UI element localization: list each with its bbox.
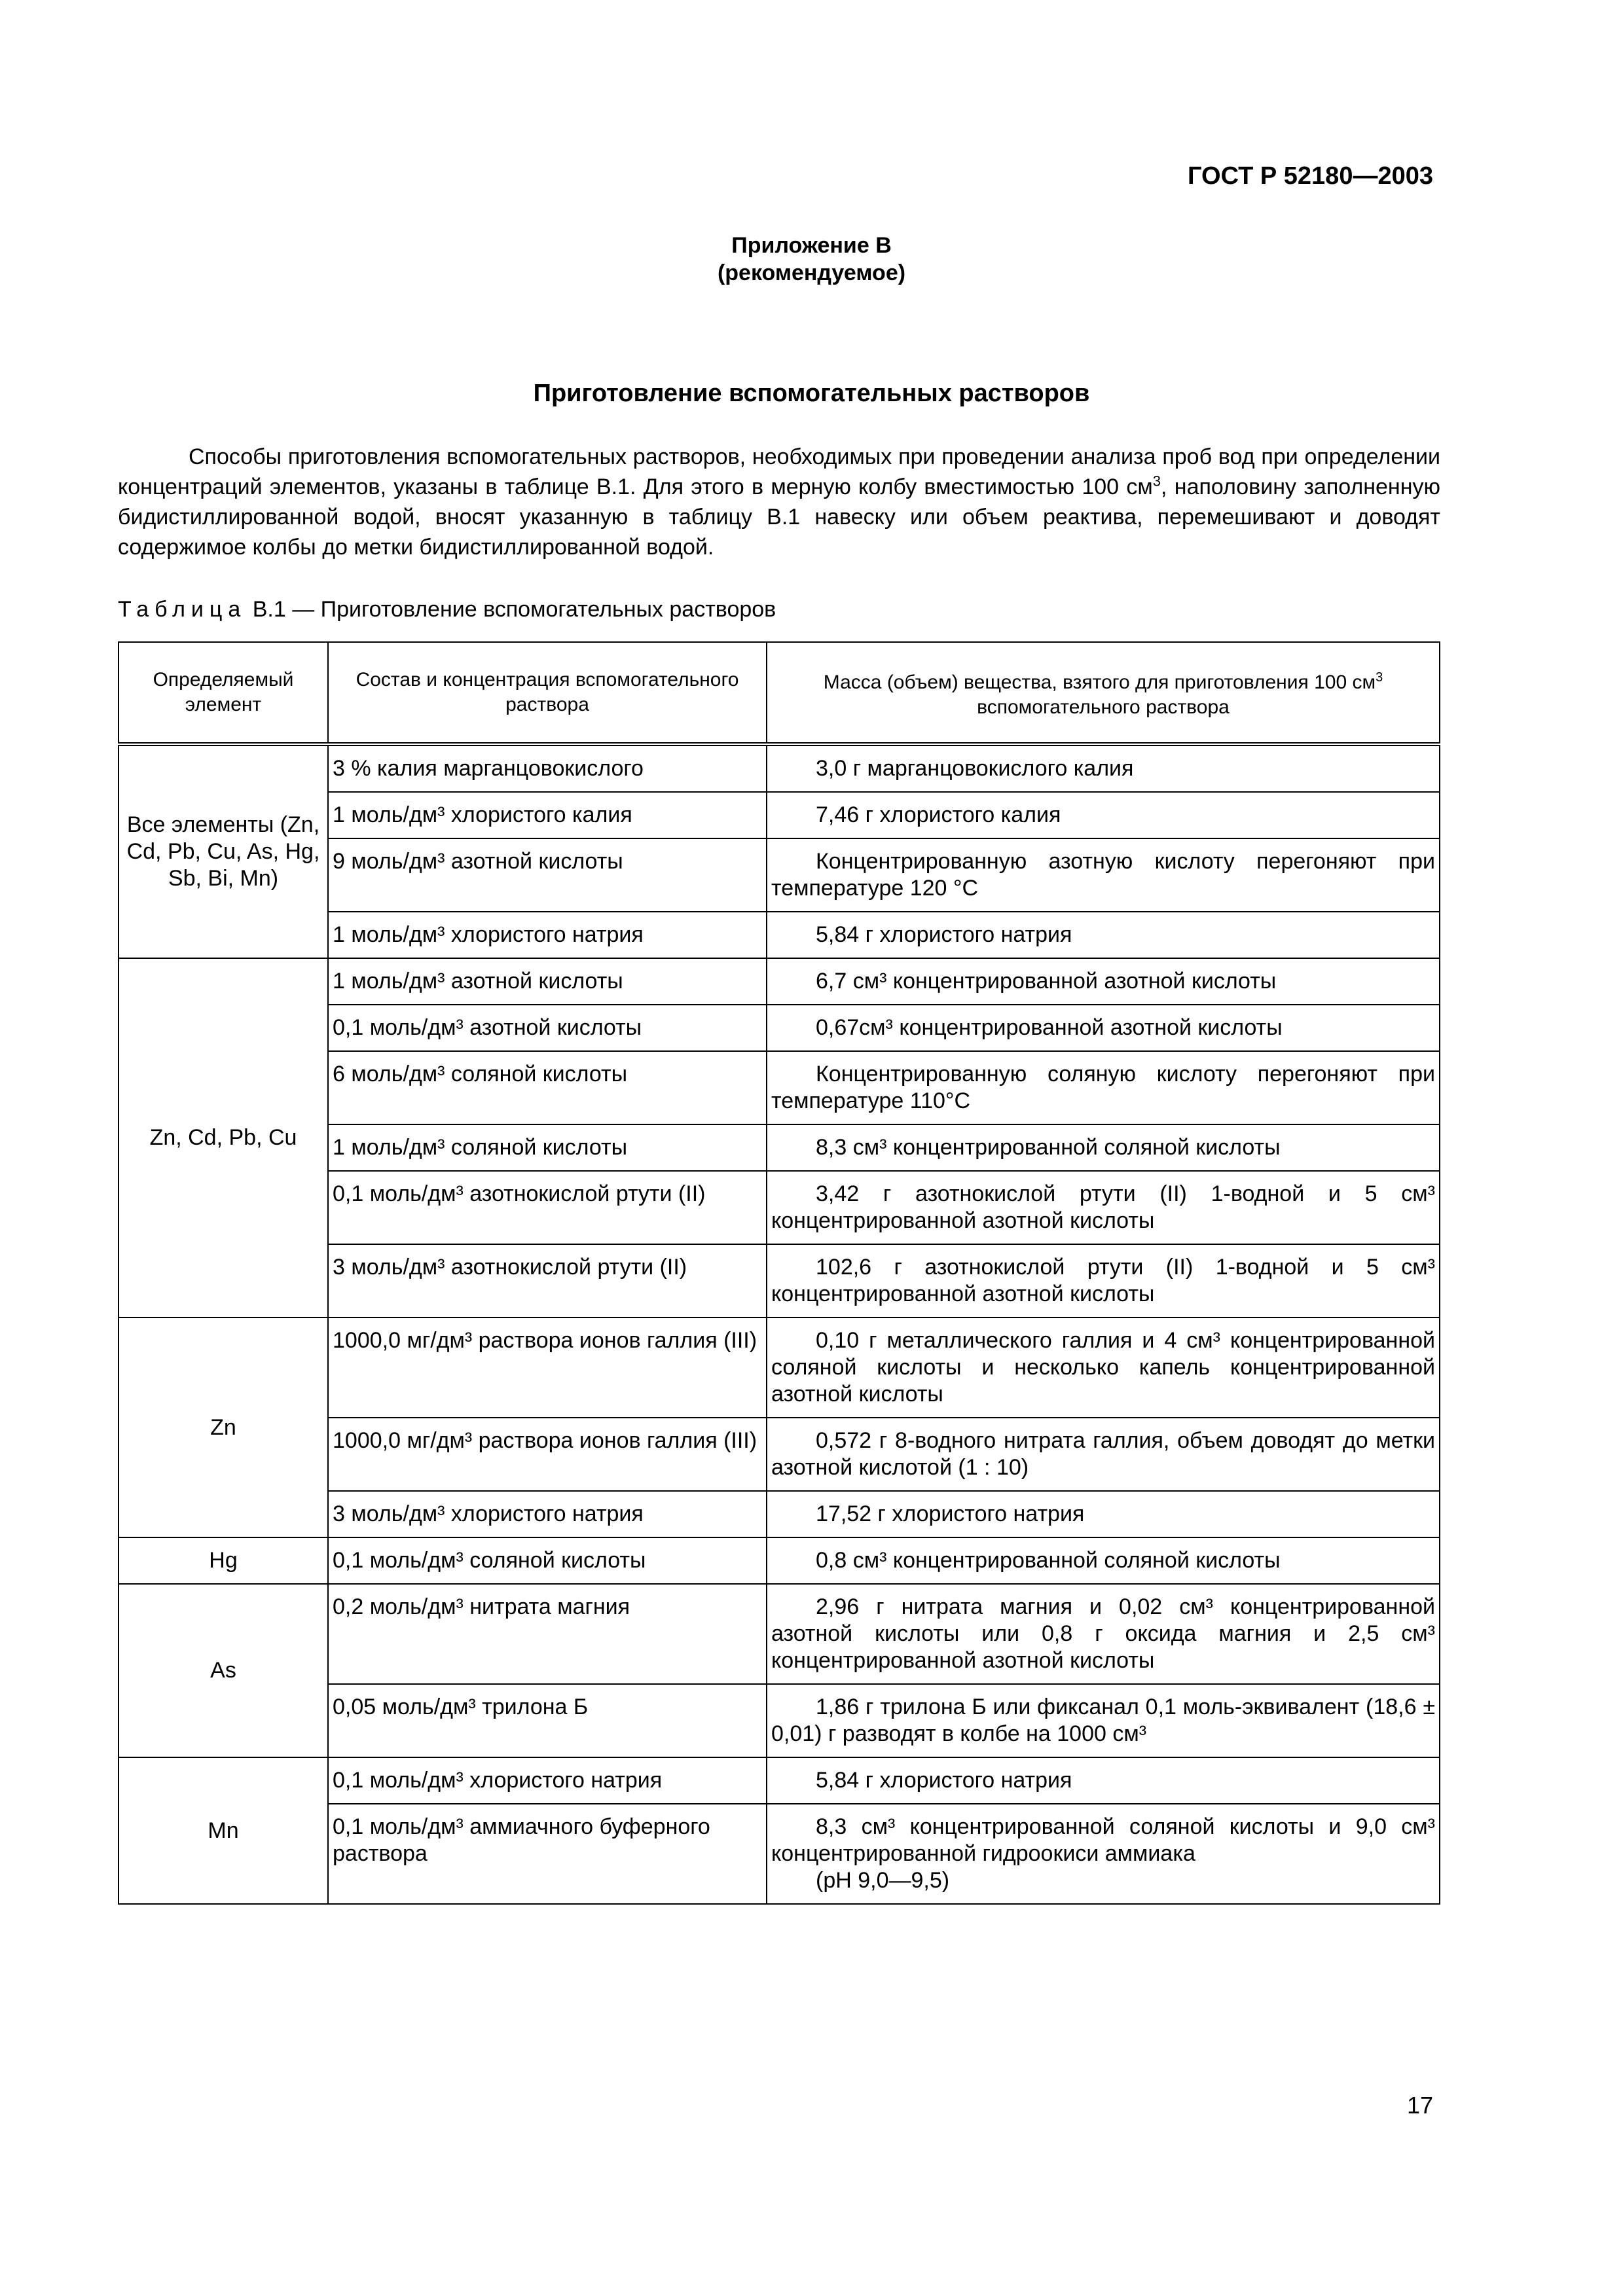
cell-mass-text: 1,86 г трилона Б или фиксанал 0,1 моль-эквивалент (18,6 ± 0,01) г разводят в колбе на 1000 см³ <box>771 1695 1435 1746</box>
cell-mass <box>767 1005 1440 1051</box>
cell-mass-text: 0,572 г 8-водного нитрата галлия, объем доводят до метки азотной кислотой (1 : 10) <box>771 1428 1435 1480</box>
header-mass-tail: вспомогательного раствора <box>977 696 1230 718</box>
header-mass <box>767 642 1440 744</box>
cell-element: Mn <box>119 1757 328 1904</box>
cell-mass-text: 102,6 г азотнокислой ртути (II) 1-водной и 5 см³ концентрированной азотной кислоты <box>771 1255 1435 1306</box>
cell-composition: 0,1 моль/дм³ хлористого натрия <box>328 1757 767 1804</box>
intro-superscript: 3 <box>1152 473 1161 490</box>
standard-number: ГОСТ Р 52180—2003 <box>1188 162 1433 190</box>
table-caption-text: В.1 — Приготовление вспомогательных растворов <box>246 597 776 622</box>
table-row <box>119 958 1440 1005</box>
annex-title: Приложение В <box>731 233 892 258</box>
cell-composition: 0,1 моль/дм³ азотной кислоты <box>328 1005 767 1051</box>
cell-composition: 0,2 моль/дм³ нитрата магния <box>328 1584 767 1684</box>
cell-mass-text: 2,96 г нитрата магния и 0,02 см³ концентрированной азотной кислоты или 0,8 г оксида магния и 2,5 см³ концентрированной азотной кислоты <box>771 1594 1435 1673</box>
cell-mass-text: 8,3 см³ концентрированной соляной кислоты и 9,0 см³ концентрированной гидроокиси аммиака <box>771 1814 1435 1866</box>
cell-mass-text: 6,7 см³ концентрированной азотной кислоты <box>816 969 1277 994</box>
cell-mass <box>767 1804 1440 1904</box>
cell-composition: 3 моль/дм³ азотнокислой ртути (II) <box>328 1244 767 1318</box>
header-composition: Состав и концентрация вспомогательного раствора <box>328 642 767 744</box>
cell-element: Zn <box>119 1318 328 1537</box>
cell-mass <box>767 792 1440 838</box>
cell-composition: 1 моль/дм³ соляной кислоты <box>328 1124 767 1171</box>
table-body <box>119 744 1440 1904</box>
section-heading: Приготовление вспомогательных растворов <box>533 380 1090 407</box>
cell-mass <box>767 1684 1440 1757</box>
cell-mass-text: 0,67см³ концентрированной азотной кислоты <box>816 1015 1283 1040</box>
cell-element: Hg <box>119 1537 328 1584</box>
cell-element: Zn, Cd, Pb, Cu <box>119 958 328 1318</box>
cell-mass <box>767 1491 1440 1537</box>
header-mass-text: Масса (объем) вещества, взятого для приготовления 100 см <box>823 672 1376 693</box>
cell-mass-text: 3,0 г марганцовокислого калия <box>816 756 1134 781</box>
cell-mass <box>767 1757 1440 1804</box>
table-caption <box>118 597 776 622</box>
cell-mass-text: 0,8 см³ концентрированной соляной кислоты <box>816 1548 1281 1573</box>
cell-mass-text: 17,52 г хлористого натрия <box>816 1501 1085 1526</box>
cell-mass <box>767 1537 1440 1584</box>
cell-composition: 3 моль/дм³ хлористого натрия <box>328 1491 767 1537</box>
cell-composition: 1 моль/дм³ азотной кислоты <box>328 958 767 1005</box>
cell-composition: 1 моль/дм³ хлористого натрия <box>328 912 767 958</box>
cell-mass <box>767 1171 1440 1244</box>
table-row <box>119 1537 1440 1584</box>
cell-mass-text: 5,84 г хлористого натрия <box>816 1768 1072 1793</box>
cell-mass <box>767 1124 1440 1171</box>
header-element: Определяемый элемент <box>119 642 328 744</box>
cell-mass-text: 0,10 г металлического галлия и 4 см³ концентрированной соляной кислоты и несколько капель концентрированной азотной кислоты <box>771 1328 1435 1407</box>
cell-mass <box>767 912 1440 958</box>
cell-mass-note: (рН 9,0—9,5) <box>816 1868 950 1893</box>
cell-composition: 0,1 моль/дм³ соляной кислоты <box>328 1537 767 1584</box>
cell-mass <box>767 1418 1440 1491</box>
cell-mass-text: Концентрированную азотную кислоту перегоняют при температуре 120 °С <box>771 849 1435 901</box>
table-row <box>119 1757 1440 1804</box>
cell-mass-text: 7,46 г хлористого калия <box>816 802 1061 827</box>
cell-mass-text: 8,3 см³ концентрированной соляной кислоты <box>816 1135 1281 1160</box>
table-row <box>119 1318 1440 1418</box>
reagents-table <box>118 641 1440 1905</box>
annex-status: (рекомендуемое) <box>717 260 906 285</box>
table-header-row <box>119 642 1440 744</box>
header-mass-sup: 3 <box>1376 670 1383 685</box>
table-caption-label: Таблица <box>118 597 247 622</box>
cell-element: Все элементы (Zn, Cd, Pb, Cu, As, Hg, Sb, Bi, Mn) <box>119 744 328 958</box>
cell-composition: 6 моль/дм³ соляной кислоты <box>328 1051 767 1124</box>
cell-composition: 1000,0 мг/дм³ раствора ионов галлия (III) <box>328 1418 767 1491</box>
intro-text-2: , наполовину заполненную бидистиллированной водой, вносят указанную в таблицу В.1 навеску или объем реактива, перемешивают и доводят содержимое колбы до метки бидистиллированной водой. <box>118 475 1440 560</box>
cell-mass <box>767 838 1440 912</box>
cell-mass <box>767 744 1440 792</box>
cell-element: As <box>119 1584 328 1757</box>
intro-text-1: Способы приготовления вспомогательных растворов, необходимых при проведении анализа проб вод при определении концентраций элементов, указаны в таблице В.1. Для этого в мерную колбу вместимостью 100 см <box>118 444 1440 499</box>
cell-mass-text: 5,84 г хлористого натрия <box>816 922 1072 947</box>
page-number: 17 <box>1406 2092 1433 2119</box>
cell-composition: 0,1 моль/дм³ азотнокислой ртути (II) <box>328 1171 767 1244</box>
cell-composition: 9 моль/дм³ азотной кислоты <box>328 838 767 912</box>
cell-mass <box>767 1318 1440 1418</box>
cell-composition: 3 % калия марганцовокислого <box>328 744 767 792</box>
cell-composition: 0,05 моль/дм³ трилона Б <box>328 1684 767 1757</box>
table-row <box>119 1584 1440 1684</box>
cell-mass <box>767 958 1440 1005</box>
cell-mass <box>767 1584 1440 1684</box>
intro-paragraph <box>118 442 1440 562</box>
table-row <box>119 744 1440 792</box>
cell-composition: 0,1 моль/дм³ аммиачного буферного раствора <box>328 1804 767 1904</box>
cell-mass-text: 3,42 г азотнокислой ртути (II) 1-водной и 5 см³ концентрированной азотной кислоты <box>771 1181 1435 1233</box>
cell-composition: 1000,0 мг/дм³ раствора ионов галлия (III) <box>328 1318 767 1418</box>
cell-mass-text: Концентрированную соляную кислоту перегоняют при температуре 110°С <box>771 1062 1435 1113</box>
cell-mass <box>767 1051 1440 1124</box>
cell-composition: 1 моль/дм³ хлористого калия <box>328 792 767 838</box>
cell-mass <box>767 1244 1440 1318</box>
